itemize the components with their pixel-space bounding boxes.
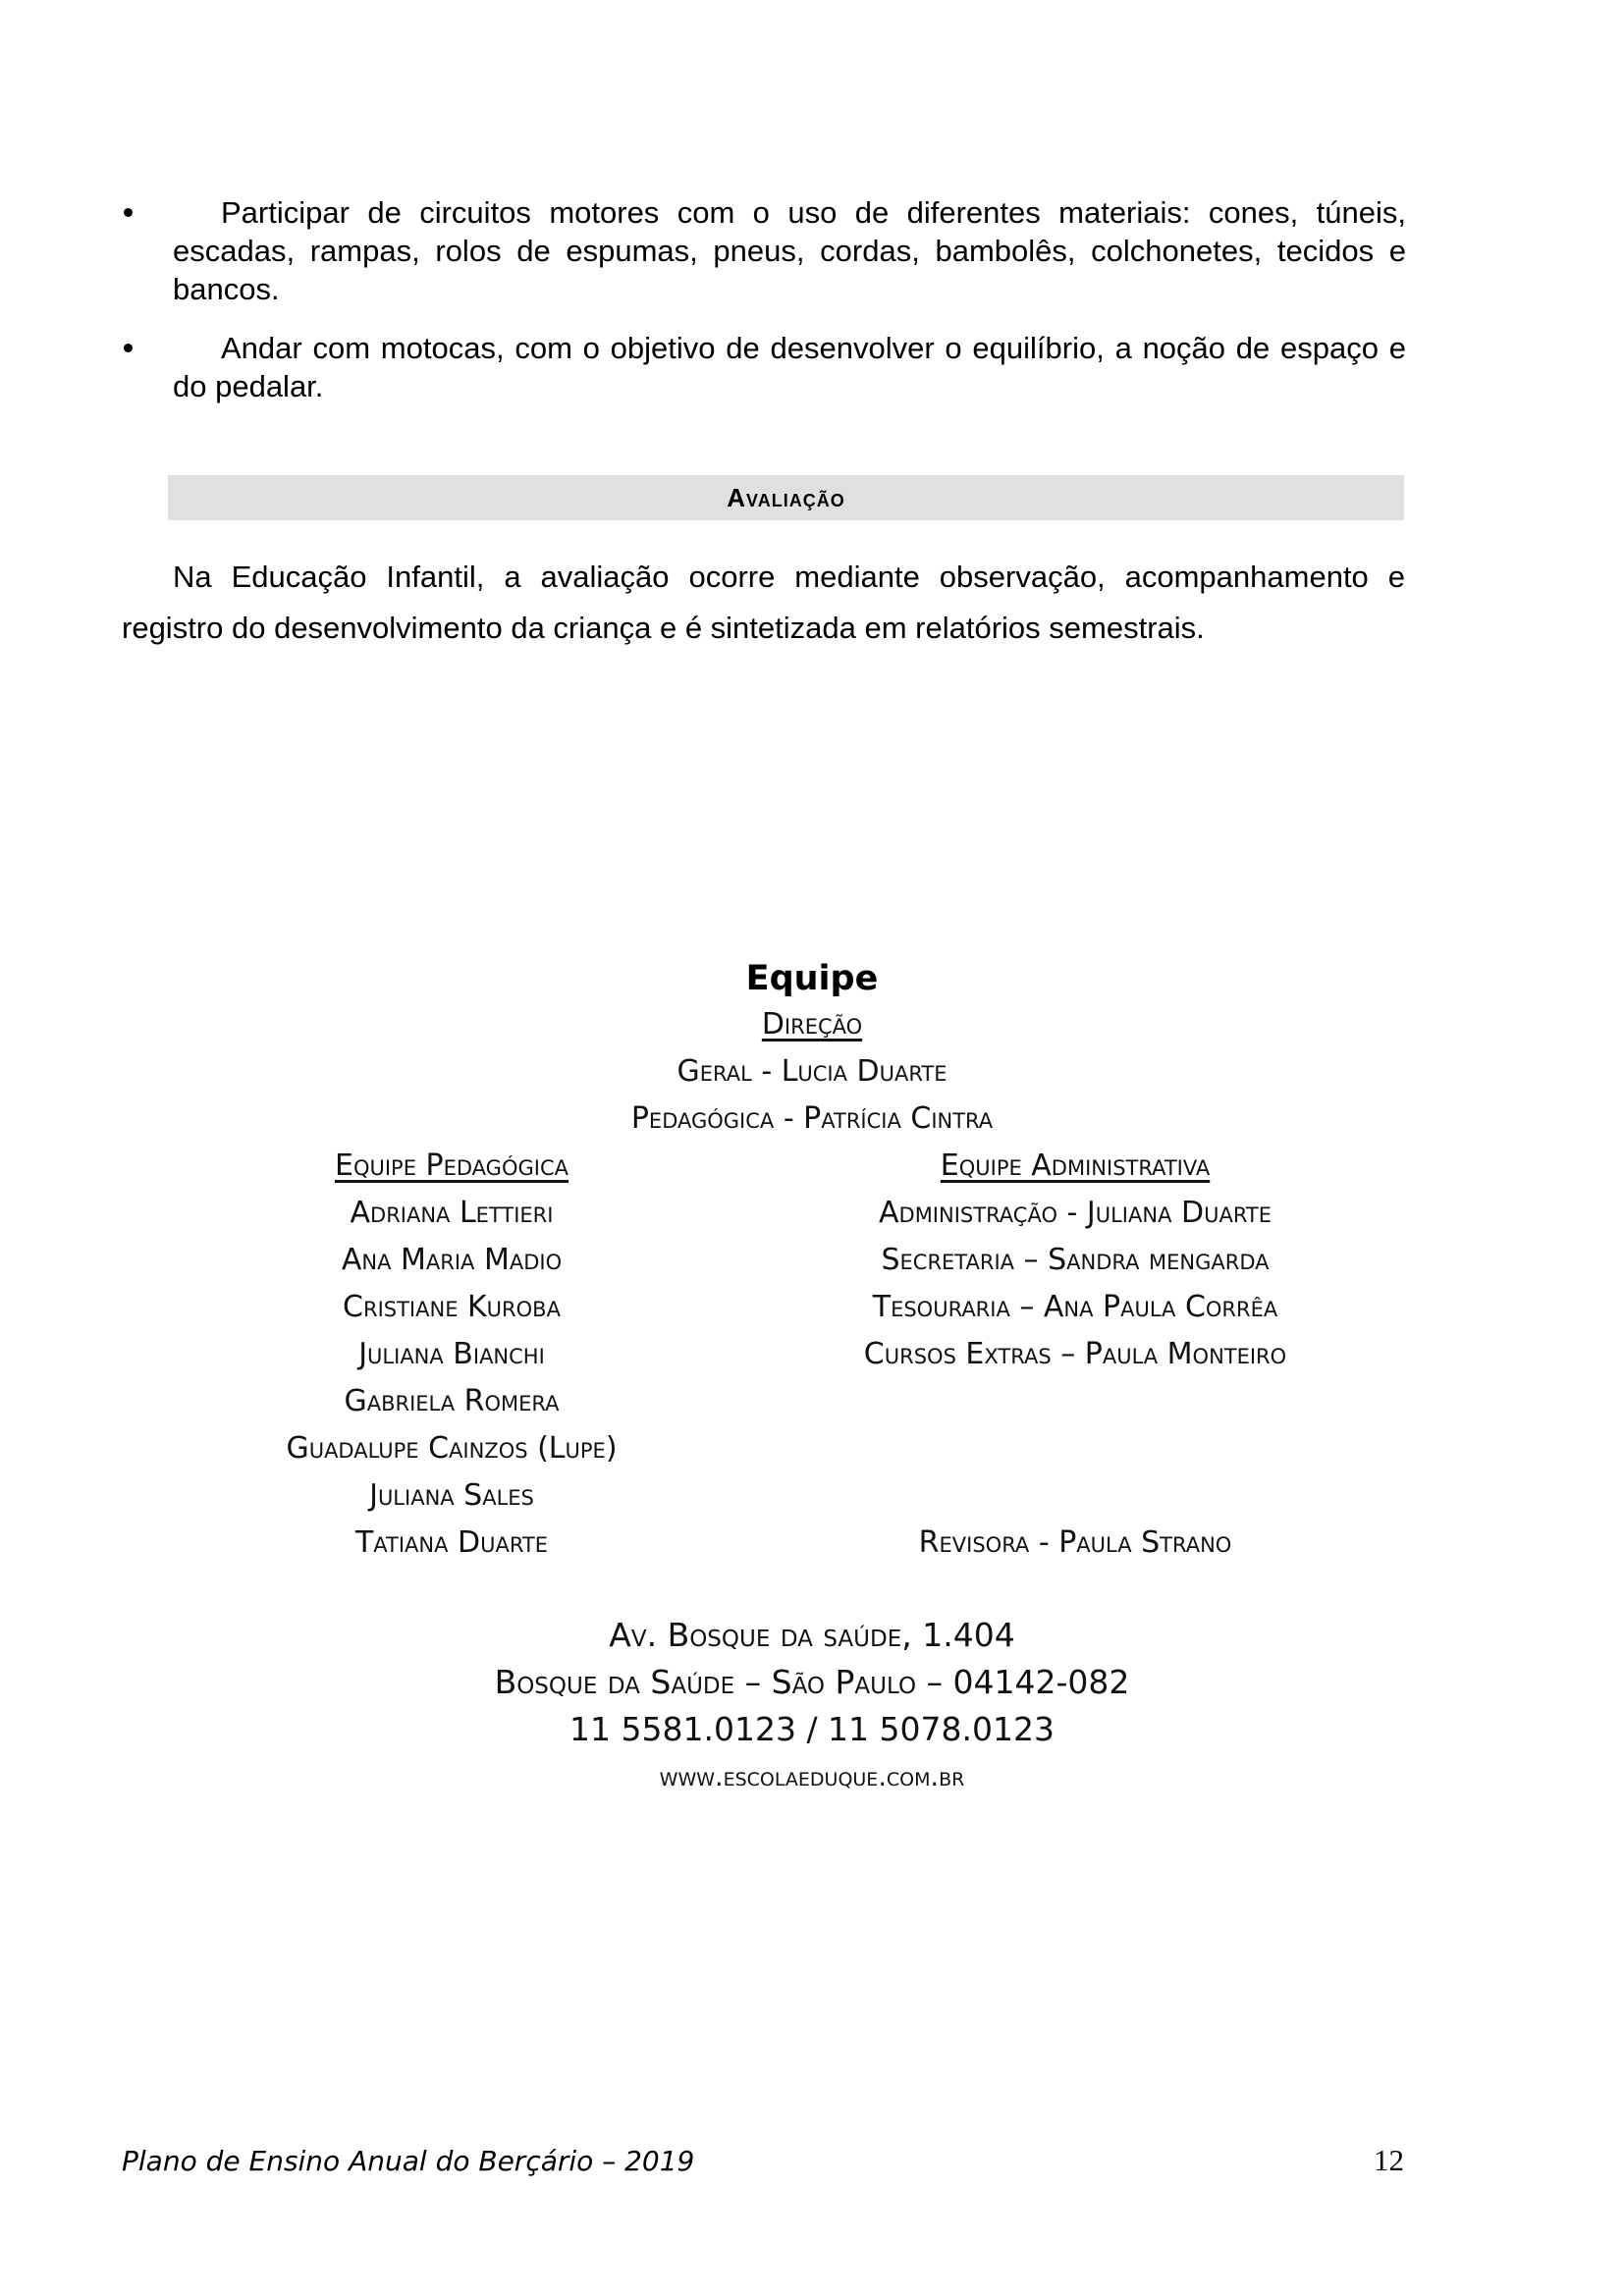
pedagogical-heading: Equipe Pedagógica — [335, 1148, 568, 1183]
footer-title: Plano de Ensino Anual do Berçário – 2019 — [122, 2145, 695, 2177]
address-street: Av. Bosque da saúde, 1.404 — [609, 1616, 1015, 1654]
reviewer: Revisora - Paula Strano — [918, 1525, 1232, 1560]
section-header — [168, 475, 1404, 520]
bullet-text: Participar de circuitos motores com o uso de diferentes materiais: cones, túneis, escadas, rampas, rolos de espumas, pneus, cordas, bambolês, colchonetes, tecidos e bancos. — [173, 195, 1406, 306]
administrative-member: Administração - Juliana Duarte — [879, 1196, 1272, 1230]
section-title: Avaliação — [727, 483, 845, 512]
website-link[interactable]: www.escolaeduque.com.br — [659, 1762, 965, 1792]
address-phones: 11 5581.0123 / 11 5078.0123 — [569, 1710, 1055, 1748]
pedagogical-member: Tatiana Duarte — [354, 1525, 549, 1560]
administrative-member: Tesouraria – Ana Paula Corrêa — [872, 1290, 1278, 1324]
administrative-heading: Equipe Administrativa — [940, 1148, 1211, 1183]
address-city: Bosque da Saúde – São Paulo – 04142-082 — [494, 1663, 1130, 1701]
pedagogical-member: Adriana Lettieri — [350, 1196, 554, 1230]
direction-heading: Direção — [761, 1007, 863, 1041]
administrative-member: Cursos Extras – Paula Monteiro — [863, 1337, 1287, 1371]
bullet-icon — [124, 208, 133, 217]
team-title: Equipe — [745, 959, 879, 998]
pedagogical-member: Gabriela Romera — [344, 1384, 560, 1418]
pedagogical-member: Juliana Bianchi — [358, 1337, 545, 1371]
pedagogical-member: Guadalupe Cainzos (Lupe) — [286, 1431, 618, 1466]
pedagogical-member: Ana Maria Madio — [341, 1243, 563, 1277]
bullet-item — [118, 193, 1406, 308]
bullet-item — [118, 329, 1406, 405]
administrative-member: Secretaria – Sandra mengarda — [881, 1243, 1270, 1277]
direction-member: Geral - Lucia Duarte — [677, 1054, 947, 1089]
evaluation-paragraph: Na Educação Infantil, a avaliação ocorre mediante observação, acompanhamento e registro do desenvolvimento da criança e é sintetizada em relatórios semestrais. — [122, 560, 1405, 645]
pedagogical-member: Cristiane Kuroba — [343, 1290, 561, 1324]
direction-member: Pedagógica - Patrícia Cintra — [630, 1101, 994, 1136]
pedagogical-member: Juliana Sales — [369, 1478, 534, 1513]
page-number: 12 — [1374, 2143, 1404, 2177]
bullet-text: Andar com motocas, com o objetivo de desenvolver o equilíbrio, a noção de espaço e do pedalar. — [173, 331, 1406, 403]
bullet-icon — [124, 344, 133, 352]
